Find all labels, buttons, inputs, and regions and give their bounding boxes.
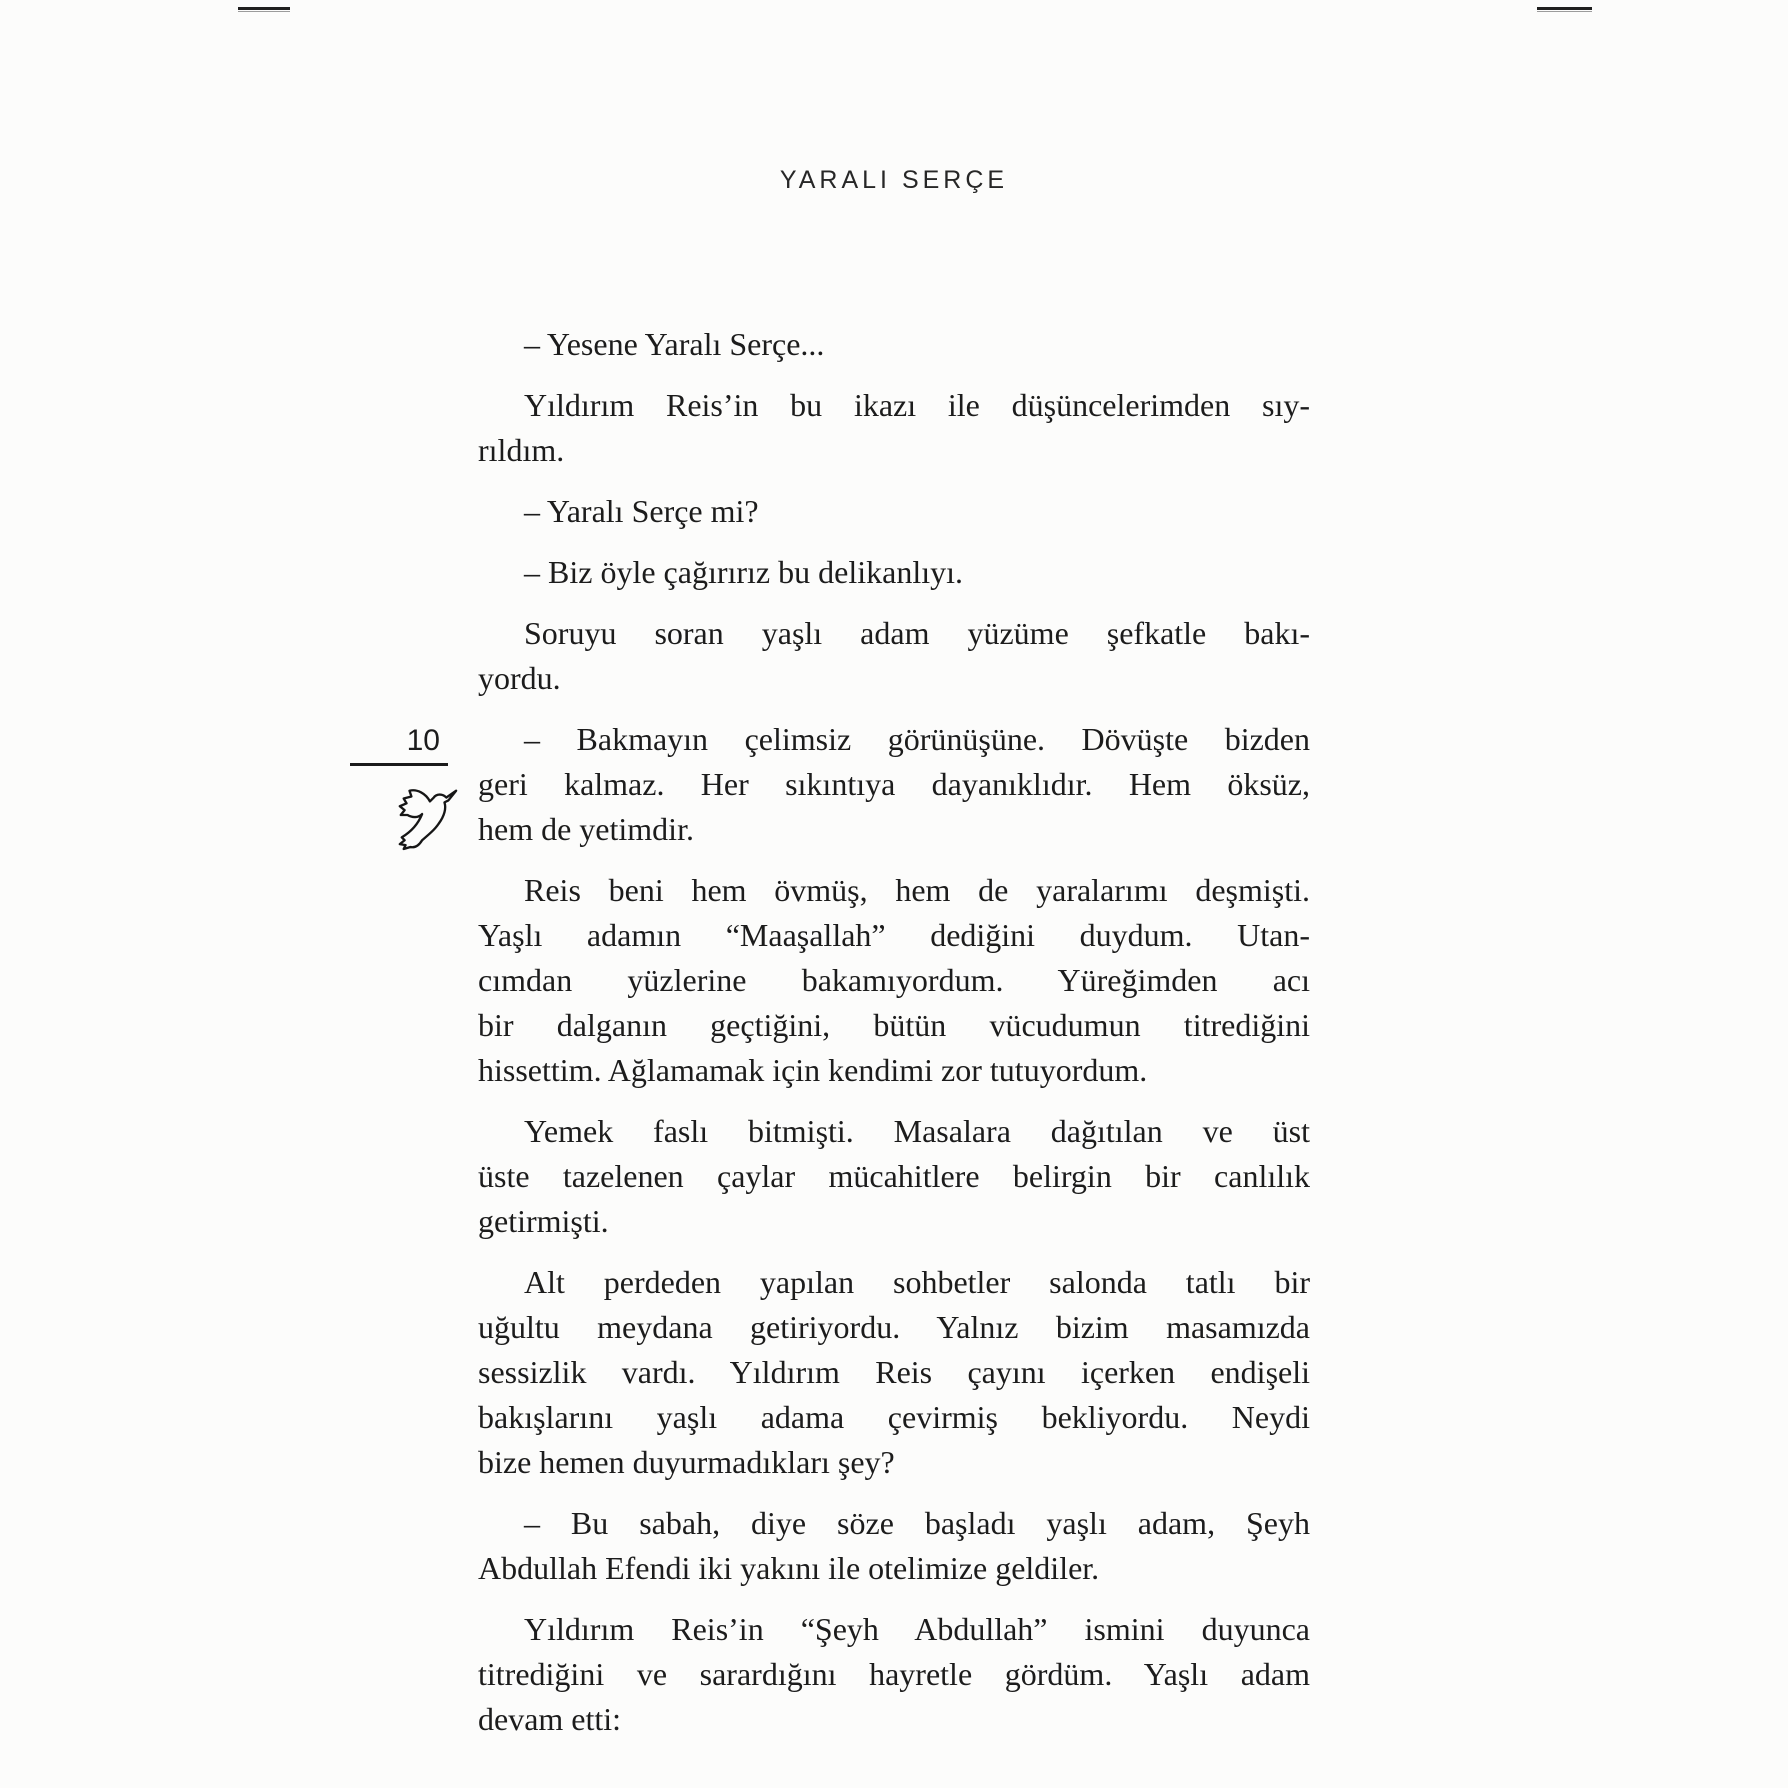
- paragraph: [478, 868, 1310, 1093]
- text-line: hissettim. Ağlamamak için kendimi zor tutuyordum.: [478, 1052, 1148, 1088]
- paragraph: [478, 383, 1310, 473]
- text-line: titrediğini ve sarardığını hayretle gördüm. Yaşlı adam: [478, 1656, 1310, 1692]
- paragraph: [478, 322, 1310, 367]
- dove-icon: [392, 779, 460, 851]
- text-line: bize hemen duyurmadıkları şey?: [478, 1444, 895, 1480]
- paragraph: [478, 1109, 1310, 1244]
- text-line: Soruyu soran yaşlı adam yüzüme şefkatle bakı-: [524, 615, 1310, 651]
- text-line: Yaşlı adamın “Maaşallah” dediğini duydum. Utan-: [478, 917, 1310, 953]
- text-block: [478, 322, 1310, 1742]
- top-right-corner-mark: [1537, 7, 1592, 12]
- text-line: – Biz öyle çağırırız bu delikanlıyı.: [524, 554, 963, 590]
- top-left-corner-mark: [238, 7, 290, 12]
- text-line: yordu.: [478, 660, 561, 696]
- text-line: – Bu sabah, diye söze başladı yaşlı adam, Şeyh: [524, 1505, 1310, 1541]
- text-line: bir dalganın geçtiğini, bütün vücudumun titrediğini: [478, 1007, 1310, 1043]
- text-line: Yıldırım Reis’in bu ikazı ile düşüncelerimden sıy-: [524, 387, 1310, 423]
- text-line: hem de yetimdir.: [478, 811, 694, 847]
- text-line: devam etti:: [478, 1701, 622, 1737]
- text-line: Alt perdeden yapılan sohbetler salonda tatlı bir: [524, 1264, 1310, 1300]
- text-line: Yemek faslı bitmişti. Masalara dağıtılan ve üst: [524, 1113, 1310, 1149]
- text-line: cımdan yüzlerine bakamıyordum. Yüreğimden acı: [478, 962, 1310, 998]
- text-line: Abdullah Efendi iki yakını ile otelimize geldiler.: [478, 1550, 1100, 1586]
- text-line: uğultu meydana getiriyordu. Yalnız bizim masamızda: [478, 1309, 1310, 1345]
- text-line: getirmişti.: [478, 1203, 609, 1239]
- paragraph: [478, 489, 1310, 534]
- text-line: – Yaralı Serçe mi?: [524, 493, 759, 529]
- text-line: rıldım.: [478, 432, 565, 468]
- paragraph: [478, 1501, 1310, 1591]
- paragraph: [478, 717, 1310, 852]
- paragraph: [478, 611, 1310, 701]
- text-line: – Bakmayın çelimsiz görünüşüne. Dövüşte bizden: [524, 721, 1310, 757]
- paragraph: [478, 1607, 1310, 1742]
- running-header: YARALI SERÇE: [779, 166, 1009, 194]
- text-line: üste tazelenen çaylar mücahitlere belirgin bir canlılık: [478, 1158, 1310, 1194]
- text-line: Yıldırım Reis’in “Şeyh Abdullah” ismini duyunca: [524, 1611, 1310, 1647]
- text-line: – Yesene Yaralı Serçe...: [524, 326, 825, 362]
- text-line: sessizlik vardı. Yıldırım Reis çayını içerken endişeli: [478, 1354, 1310, 1390]
- text-line: geri kalmaz. Her sıkıntıya dayanıklıdır. Hem öksüz,: [478, 766, 1310, 802]
- text-line: bakışlarını yaşlı adama çevirmiş bekliyordu. Neydi: [478, 1399, 1310, 1435]
- text-line: Reis beni hem övmüş, hem de yaralarımı deşmişti.: [524, 872, 1310, 908]
- paragraph: [478, 550, 1310, 595]
- paragraph: [478, 1260, 1310, 1485]
- page-number: 10: [350, 724, 448, 766]
